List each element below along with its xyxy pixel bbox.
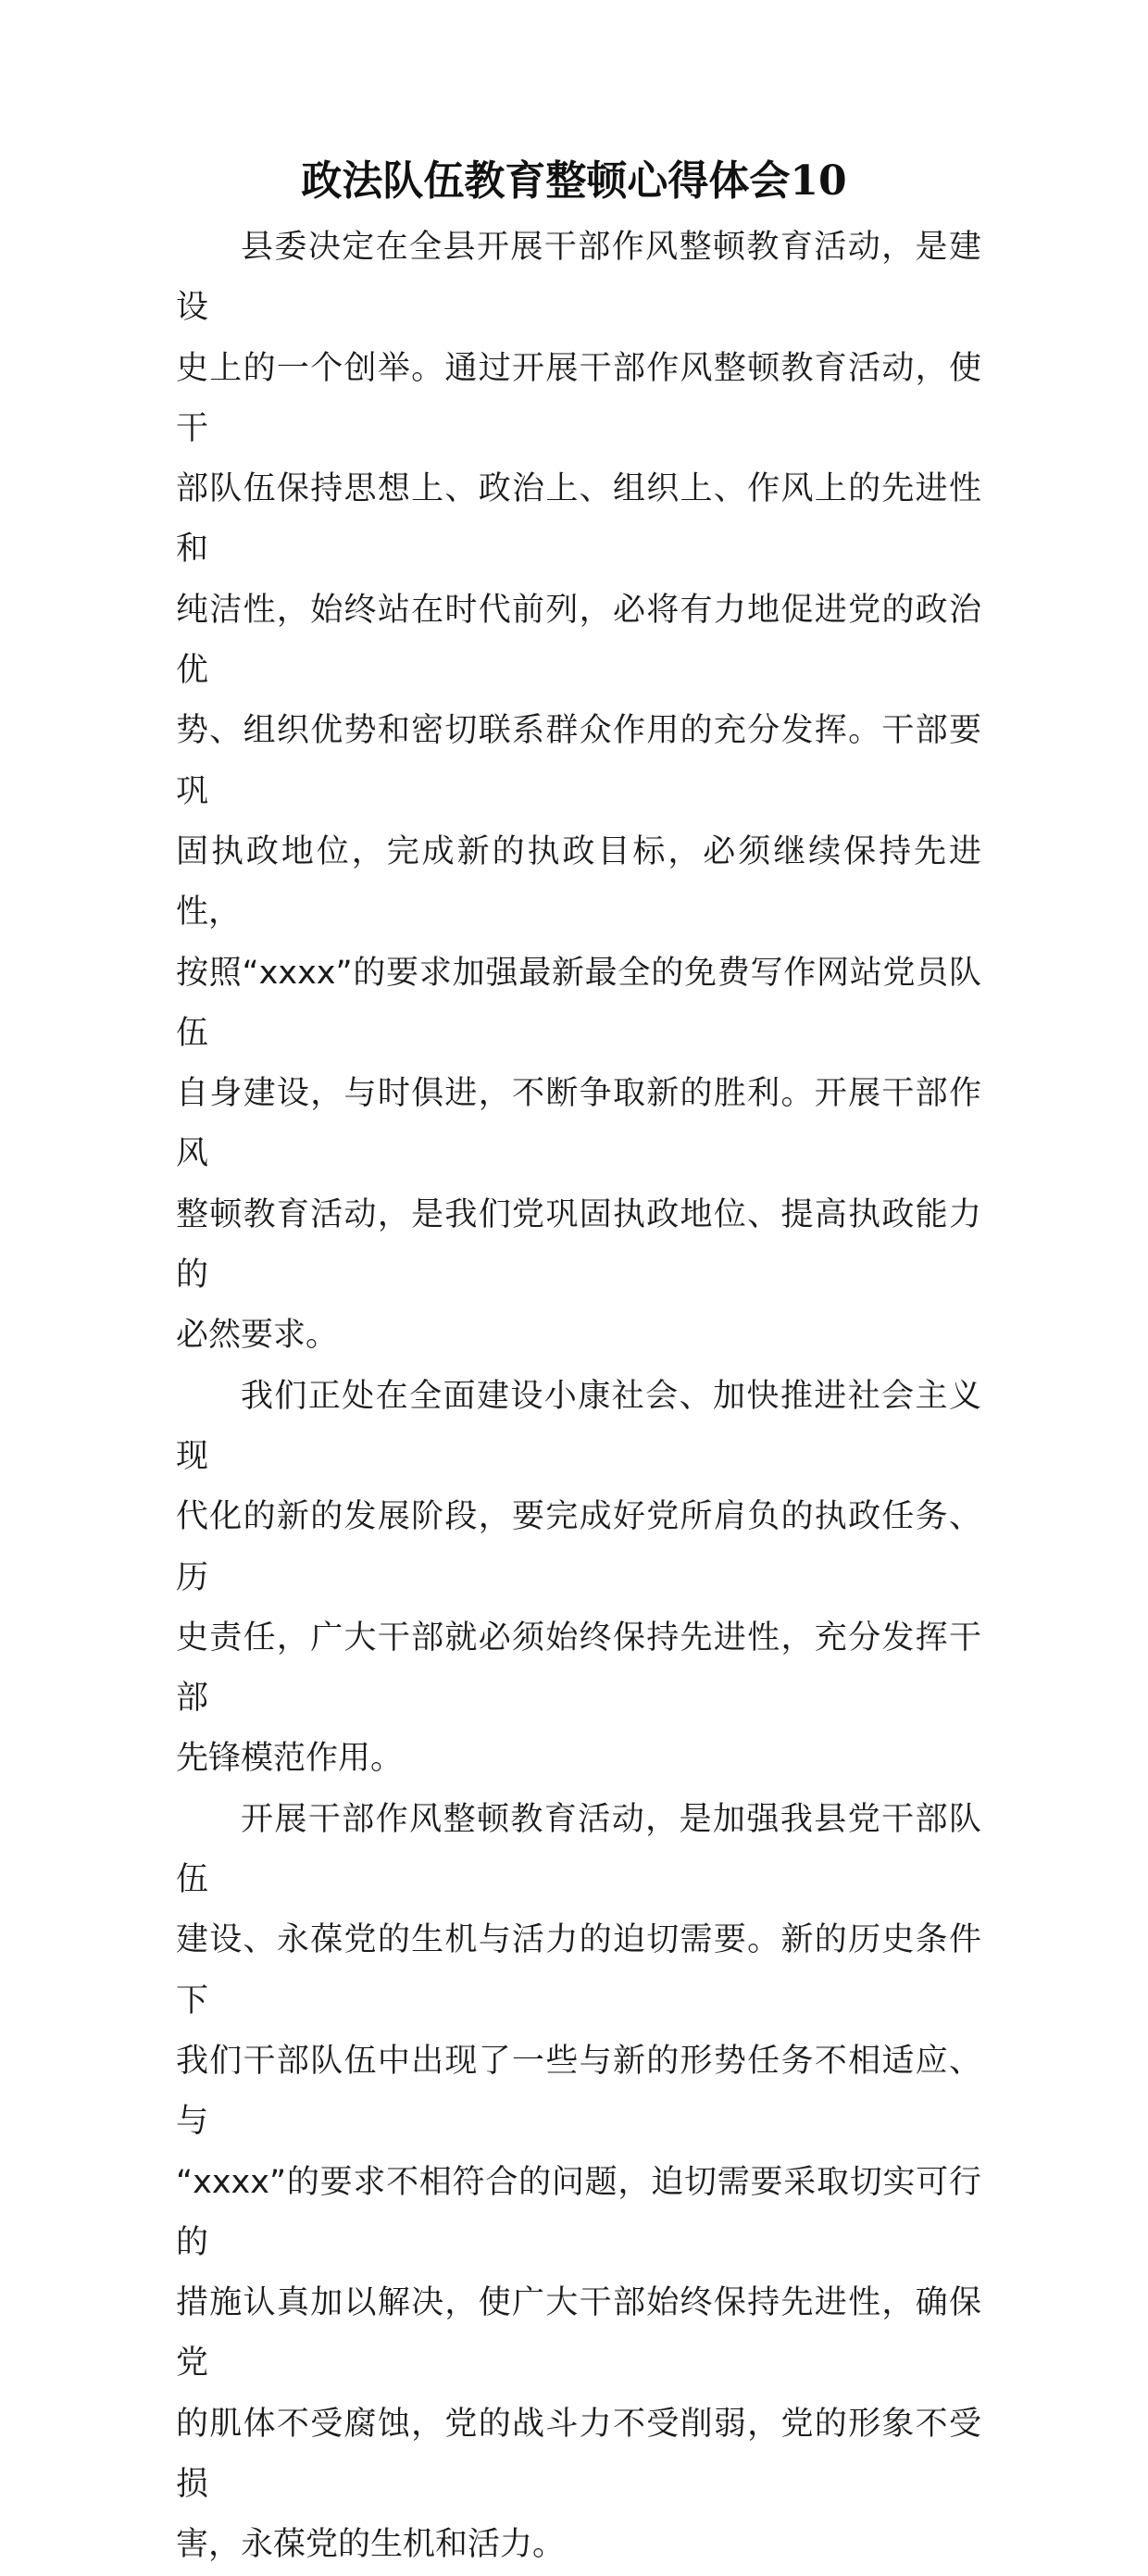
paragraph: 我们正处在全面建设小康社会、加快推进社会主义现 代化的新的发展阶段，要完成好党所肩负的执政任务、历 史责任，广大干部就必须始终保持先进性，充分发挥干部 先锋模范作用。	[176, 1377, 981, 1778]
document-body	[176, 218, 981, 2576]
paragraph: 开展干部作风整顿教育活动，是加强我县党干部队伍 建设、永葆党的生机与活力的迫切需要。新的历史条件下 我们干部队伍中出现了一些与新的形势任务不相适应、与 “xxxx”的要求不相符合的问题，迫切需要采取切实可行的 措施认真加以解决，使广大干部始终保持先进性，确保党 的肌体不受腐蚀，党的战斗力不受削弱，党的形象不受损 害，永葆党的生机和活力。	[176, 1800, 981, 2564]
paragraph: 县委决定在全县开展干部作风整顿教育活动，是建设 史上的一个创举。通过开展干部作风整顿教育活动，使干 部队伍保持思想上、政治上、组织上、作风上的先进性和 纯洁性，始终站在时代前列，必将有力地促进党的政治优 势、组织优势和密切联系群众作用的充分发挥。干部要巩 固执政地位，完成新的执政目标，必须继续保持先进性， 按照“xxxx”的要求加强最新最全的免费写作网站党员队伍 自身建设，与时俱进，不断争取新的胜利。开展干部作风 整顿教育活动，是我们党巩固执政地位、提高执政能力的 必然要求。	[176, 229, 981, 1355]
document-title: 政法队伍教育整顿心得体会10	[301, 157, 847, 205]
